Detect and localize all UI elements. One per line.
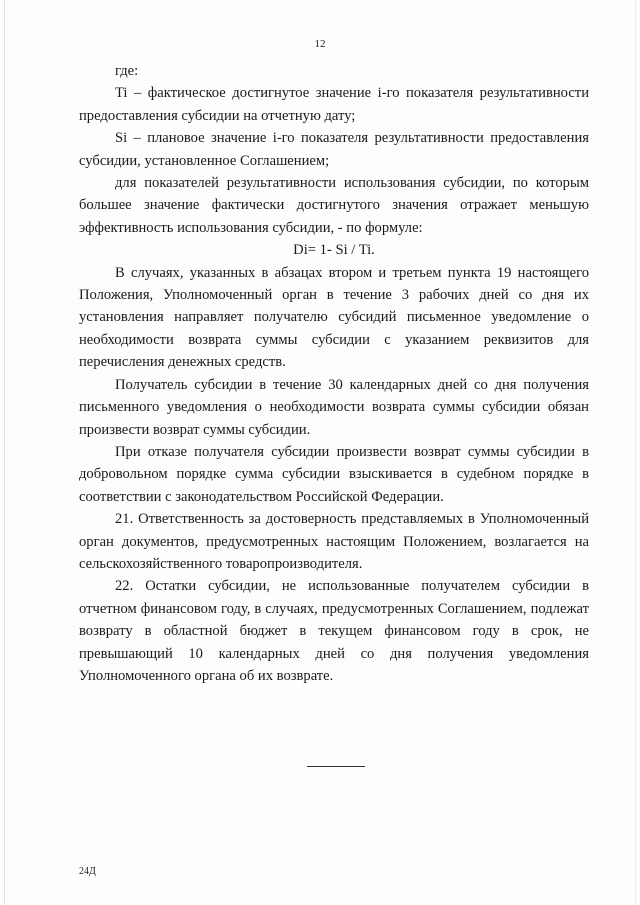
paragraph-where: где: — [115, 63, 139, 79]
document-body — [79, 60, 589, 687]
scan-edge-left — [4, 0, 5, 905]
paragraph-formula-intro: для показателей результативности использования субсидии, по которым большее значение фактически достигнутого значения отражает меньшую эффективность использования субсидии, - по формуле: — [79, 175, 589, 236]
paragraph-refund-term: Получатель субсидии в течение 30 календарных дней со дня получения письменного уведомления о необходимости возврата суммы субсидии обязан произвести возврат суммы субсидии. — [79, 376, 589, 438]
scan-edge-right — [635, 0, 636, 905]
paragraph-22: 22. Остатки субсидии, не использованные получателем субсидии в отчетном финансовом году, в случаях, предусмотренных Соглашением, подлежат возврату в областной бюджет в текущем финансовом году в срок, не превышающий 10 календарных дней со дня получения уведомления Уполномоченного органа об их возврате. — [79, 578, 589, 684]
footer-code: 24Д — [79, 866, 96, 877]
end-divider — [307, 766, 365, 767]
paragraph-refusal: При отказе получателя субсидии произвести возврат суммы субсидии в добровольном порядке сумма субсидии взыскивается в судебном порядке в соответствии с законодательством Российской Федерации. — [79, 443, 589, 505]
paragraph-21: 21. Ответственность за достоверность представляемых в Уполномоченный орган документов, предусмотренных настоящим Положением, возлагается на сельскохозяйственного товаропроизводителя. — [79, 511, 589, 572]
paragraph-ti-definition: Ti – фактическое достигнутое значение i-го показателя результативности предоставления субсидии на отчетную дату; — [79, 85, 589, 124]
paragraph-si-definition: Si – плановое значение i-го показателя результативности предоставления субсидии, установленное Соглашением; — [79, 130, 589, 169]
paragraph-notification: В случаях, указанных в абзацах втором и третьем пункта 19 настоящего Положения, Уполномоченный орган в течение 3 рабочих дней со дня их установления направляет получателю субсидий письменное уведомление о необходимости возврата суммы субсидии с указанием реквизитов для перечисления денежных средств. — [79, 264, 589, 371]
page-number: 12 — [314, 38, 326, 50]
formula: Di= 1- Si / Ti. — [293, 242, 375, 259]
